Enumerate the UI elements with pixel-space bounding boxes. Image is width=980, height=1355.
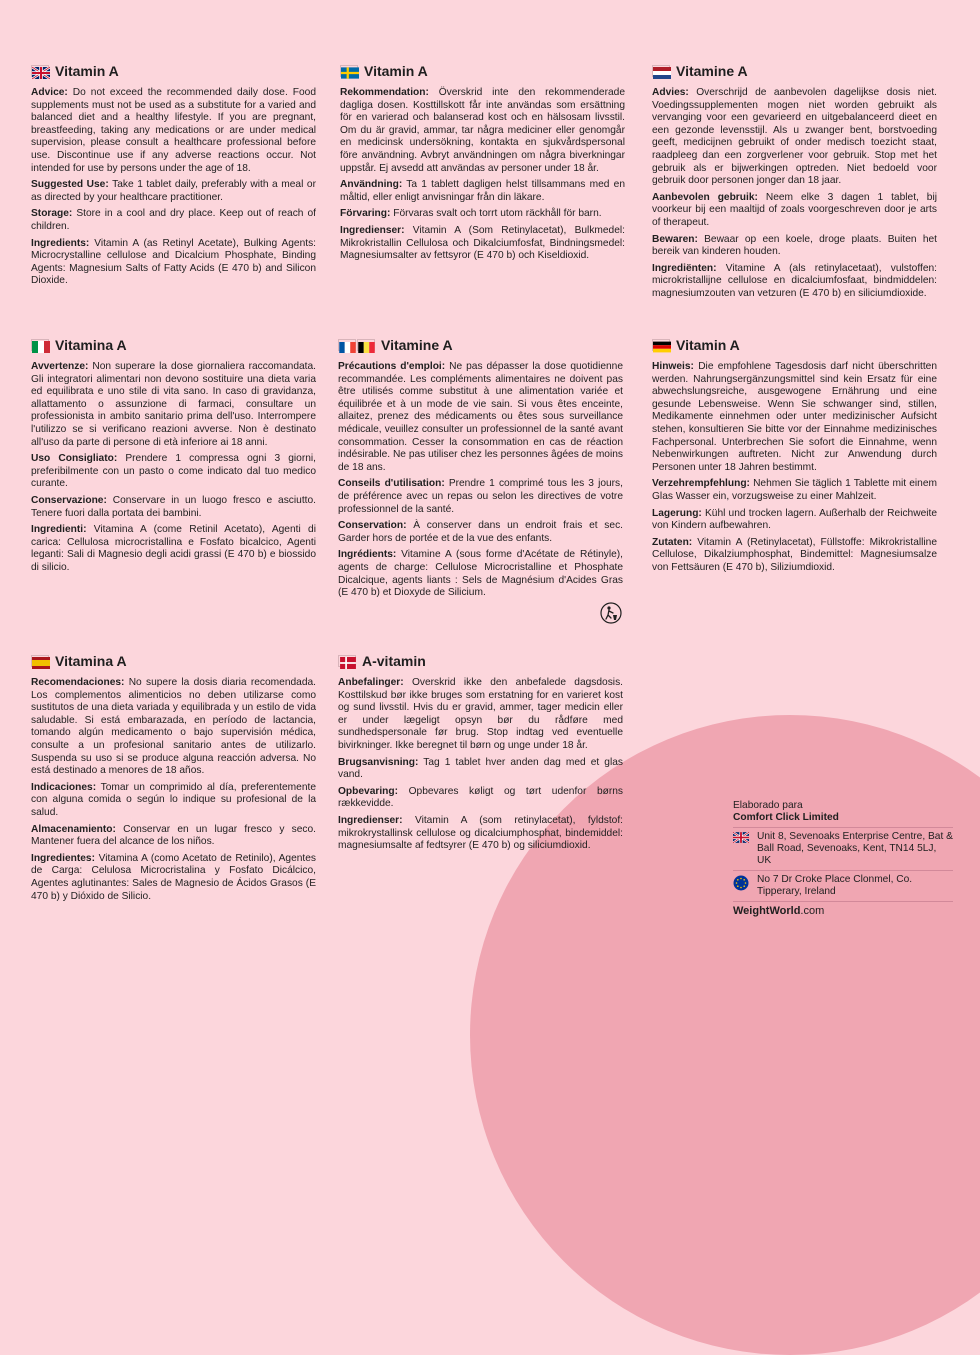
panel-heading bbox=[338, 337, 623, 353]
panel-heading bbox=[338, 653, 623, 669]
paragraph-text: Overschrijd de aanbevolen dagelijkse dosis niet. Voedingssupplementen mogen niet worden gebruikt als vervanging voor een gevarieerd en uitgebalanceerd dieet en een gezonde levensstijl. Als u zwanger bent, borstvoeding geeft, medicijnen gebruikt of onder medisch toezicht staat, raadpleeg dan een zorgverlener voor gebruik. Stop met het gebruik als er bijwerkingen optreden. Niet bedoeld voor gebruik door personen jonger dan 18 jaar. bbox=[652, 87, 937, 187]
paragraph-text: Prendere 1 compressa ogni 3 giorni, preferibilmente con un pasto o come indicato dal tuo medico curante. bbox=[31, 453, 316, 490]
company-info bbox=[733, 800, 953, 917]
panel-title: Vitamina A bbox=[55, 337, 127, 353]
paragraph-text: Take 1 tablet daily, preferably with a meal or as directed by your healthcare practitioner. bbox=[31, 179, 316, 203]
panel-title: Vitamin A bbox=[676, 337, 740, 353]
eu-address-row bbox=[733, 870, 953, 901]
panel-paragraph bbox=[31, 453, 316, 491]
panel-paragraph bbox=[31, 824, 316, 849]
paragraph-label: Brugsanvisning: bbox=[338, 756, 419, 768]
paragraph-text: Vitamin A (Som Retinylacetat), Bulkmedel: Mikrokristallin Cellulosa och Dikalciumfosfat, Bindningsmedel: Magnesiumsalter av fettsyror (E 470 b) och Kiseldioxid. bbox=[340, 224, 625, 262]
paragraph-label: Ingrediënten: bbox=[652, 262, 717, 274]
paragraph-text: Förvaras svalt och torrt utom räckhåll för barn. bbox=[390, 208, 602, 220]
company-name: Comfort Click Limited bbox=[733, 812, 839, 823]
panel-paragraph bbox=[340, 179, 625, 204]
paragraph-text: Vitamine A (sous forme d'Acétate de Rétinyle), agents de charge: Cellulose Microcristalline et Phosphate Dicalcique, agents liants : Sels de Magnésium d'Acides Gras (E 470 b) et Dioxyde de Silicium. bbox=[338, 549, 623, 599]
panel-paragraph bbox=[652, 87, 937, 188]
brand-domain: .com bbox=[800, 905, 825, 917]
panel-heading bbox=[31, 63, 316, 79]
italy-flag-icon bbox=[31, 339, 49, 351]
panel-title: Vitamine A bbox=[676, 63, 748, 79]
paragraph-text: No supere la dosis diaria recomendada. Los complementos alimenticios no deben utilizarse como sustitutos de una dieta variada y equilibrada y un estilo de vida saludable. Si está embarazada, en período de lactancia, tomando algún medicamento o bajo supervisión médica, consulte a un profesional sanitario antes de utilizarlo. Suspenda su uso si se produce alguna reacción adversa. No está destinado a menores de 18 años. bbox=[31, 677, 316, 777]
panel-nl bbox=[652, 63, 937, 305]
paragraph-label: Anbefalinger: bbox=[338, 677, 404, 688]
paragraph-text: Vitamina A (come Retinil Acetato), Agenti di carica: Cellulosa microcristallina e Fosfato bicalcico, Agenti leganti: Sali di Magnesio degli acidi grassi (E 470 b) e biossido di silicio. bbox=[31, 524, 316, 573]
panel-heading bbox=[652, 337, 937, 353]
panel-body bbox=[31, 87, 316, 288]
panel-paragraph bbox=[31, 677, 316, 778]
paragraph-label: Rekommendation: bbox=[340, 87, 429, 98]
paragraph-label: Lagerung: bbox=[652, 507, 702, 519]
panel-paragraph bbox=[31, 782, 316, 820]
panel-title: Vitamin A bbox=[55, 63, 119, 79]
panel-heading bbox=[31, 337, 316, 353]
brand-name: WeightWorld bbox=[733, 905, 801, 917]
paragraph-text: Conservare in un luogo fresco e asciutto. Tenere fuori dalla portata dei bambini. bbox=[31, 494, 316, 519]
eu-address: No 7 Dr Croke Place Clonmel, Co. Tipperary, Ireland bbox=[757, 874, 913, 897]
paragraph-label: Ingrédients: bbox=[338, 549, 397, 561]
paragraph-label: Verzehrempfehlung: bbox=[652, 478, 750, 490]
paragraph-label: Användning: bbox=[340, 179, 403, 191]
paragraph-text: Kühl und trocken lagern. Außerhalb der Reichweite von Kindern aufbewahren. bbox=[652, 507, 937, 532]
paragraph-label: Suggested Use: bbox=[31, 179, 109, 191]
panel-body bbox=[338, 361, 623, 600]
panel-paragraph bbox=[31, 495, 316, 520]
paragraph-label: Opbevaring: bbox=[338, 785, 399, 797]
paragraph-text: Vitamin A (as Retinyl Acetate), Bulking Agents: Microcrystalline cellulose and Dicalcium Phosphate, Binding Agents: Magnesium Salts of Fatty Acids (E 470 b) and Silicon Dioxide. bbox=[31, 237, 316, 287]
panel-paragraph bbox=[652, 234, 937, 259]
panel-title: Vitamine A bbox=[381, 337, 453, 353]
paragraph-label: Uso Consigliato: bbox=[31, 453, 118, 465]
paragraph-label: Storage: bbox=[31, 208, 73, 220]
uk-flag-icon bbox=[733, 832, 751, 847]
netherlands-flag-icon bbox=[652, 65, 670, 77]
paragraph-text: Tag 1 tablet hver anden dag med et glas vand. bbox=[338, 756, 623, 781]
paragraph-label: Ingredienser: bbox=[340, 224, 405, 236]
paragraph-label: Recomendaciones: bbox=[31, 677, 125, 688]
panel-paragraph bbox=[31, 853, 316, 903]
paragraph-text: À conserver dans un endroit frais et sec. Garder hors de portée et de la vue des enfants. bbox=[338, 520, 623, 544]
panel-paragraph bbox=[338, 786, 623, 811]
panel-heading bbox=[340, 63, 625, 79]
panel-title: Vitamin A bbox=[364, 63, 428, 79]
paragraph-text: Neem elke 3 dagen 1 tablet, bij voorkeur bij een maaltijd of zoals voorgeschreven door je arts of therapeut. bbox=[652, 191, 937, 228]
paragraph-text: Opbevares køligt og tørt udenfor børns rækkevidde. bbox=[338, 785, 623, 810]
paragraph-text: Vitamin A (som retinylacetat), fyldstof: mikrokrystallinsk cellulose og dicalciumphosphat, bindemiddel: magnesiumsalte af fedtsyrer (E 470 b) og siliciumdioxid. bbox=[338, 814, 623, 852]
paragraph-label: Ingredientes: bbox=[31, 852, 95, 864]
panel-body bbox=[340, 87, 625, 263]
panel-paragraph bbox=[652, 263, 937, 301]
panel-dk bbox=[338, 653, 623, 857]
paragraph-text: Ta 1 tablett dagligen helst tillsammans med en måltid, eller enligt anvisningar från din läkare. bbox=[340, 179, 625, 203]
panel-paragraph bbox=[338, 549, 623, 599]
paragraph-label: Précautions d'emploi: bbox=[338, 361, 446, 372]
uk-address-row bbox=[733, 827, 953, 870]
paragraph-text: Ne pas dépasser la dose quotidienne recommandée. Les compléments alimentaires ne doivent pas être utilisés comme substitut à une alimentation variée et équilibrée et à un mode de vie sain. Si vous êtes enceinte, allaitez, prenez des médicaments ou êtes sous surveillance médicale, veuillez consulter un professionnel de la santé avant consommation. Cesser la consommation en cas de réaction indésirable. Ne pas utiliser chez les personnes âgées de moins de 18 ans. bbox=[338, 361, 624, 473]
panel-se bbox=[340, 63, 625, 267]
panel-paragraph bbox=[338, 757, 623, 782]
panel-paragraph bbox=[31, 208, 316, 233]
panel-body bbox=[31, 361, 316, 575]
paragraph-text: Vitamine A (als retinylacetaat), vulstoffen: microkristallijne cellulose en dicalciumfosfaat, bindmiddelen: magnesiumzouten van vetzuren (E 470 b) en siliciumdioxide. bbox=[652, 262, 937, 299]
panel-paragraph bbox=[652, 537, 937, 575]
paragraph-label: Zutaten: bbox=[652, 536, 693, 548]
panel-paragraph bbox=[31, 179, 316, 204]
paragraph-label: Ingredienser: bbox=[338, 814, 403, 826]
paragraph-label: Advies: bbox=[652, 87, 689, 98]
spain-flag-icon bbox=[31, 655, 49, 667]
paragraph-text: Overskrid ikke den anbefalede dagsdosis. Kosttilskud bør ikke bruges som erstatning for en varieret kost og sund livsstil. Hvis du er gravid, ammer, tager medicin eller er under lægeligt opsyn bør du rådføre med sundhedspersonale før brug. Stop indtag ved eventuelle bivirkninger. Ikke beregnet til børn og unge under 18 år. bbox=[338, 677, 623, 751]
paragraph-text: Die empfohlene Tagesdosis darf nicht überschritten werden. Nahrungsergänzungsmittel sind kein Ersatz für eine abwechslungsreiche, ausgewogene Ernährung und eine gesunde Lebensweise. Wenn Sie schwanger sind, stillen, Medikamente einnehmen oder unter medizinischer Aufsicht stehen, konsultieren Sie bitte vor der Einnahme medizinisches Fachpersonal. Unterbrechen Sie sofort die Einnahme, wenn Nebenwirkungen auftreten. Nicht zur Anwendung durch Personen unter 18 Jahren bestimmt. bbox=[652, 361, 937, 473]
panel-paragraph bbox=[338, 815, 623, 853]
paragraph-text: Vitamina A (como Acetato de Retinilo), Agentes de Carga: Celulosa Microcristalina y Fosfato Dicálcico, Agentes aglutinantes: Sales de Magnesio de Ácidos Grasos (E 470 b) y Dióxido de Silicio. bbox=[31, 852, 316, 902]
paragraph-label: Advice: bbox=[31, 87, 68, 98]
panel-paragraph bbox=[340, 87, 625, 175]
panel-paragraph bbox=[652, 192, 937, 230]
uk-flag-icon bbox=[31, 65, 49, 77]
paragraph-text: Do not exceed the recommended daily dose. Food supplements must not be used as a substitute for a varied and balanced diet and a healthy lifestyle. If you are pregnant, breastfeeding, taking any medications or are under medical supervision, please consult a healthcare professional before use. Discontinue use if any adverse reactions occur. Not intended for use by persons under the age of 18. bbox=[31, 87, 316, 174]
panel-body bbox=[338, 677, 623, 853]
paragraph-text: Store in a cool and dry place. Keep out of reach of children. bbox=[31, 208, 316, 232]
panel-heading bbox=[31, 653, 316, 669]
eu-flag-icon bbox=[733, 875, 751, 895]
panel-paragraph bbox=[340, 225, 625, 263]
tidyman-recycle-icon bbox=[600, 602, 622, 624]
panel-paragraph bbox=[338, 361, 623, 474]
paragraph-text: Nehmen Sie täglich 1 Tablette mit einem Glas Wasser ein, vorzugsweise zu einer Mahlzeit. bbox=[652, 478, 937, 502]
panel-uk bbox=[31, 63, 316, 292]
panel-paragraph bbox=[338, 520, 623, 545]
panel-paragraph bbox=[340, 208, 625, 221]
paragraph-label: Indicaciones: bbox=[31, 781, 97, 793]
paragraph-label: Ingredients: bbox=[31, 237, 90, 249]
panel-es bbox=[31, 653, 316, 907]
uk-address: Unit 8, Sevenoaks Enterprise Centre, Bat & Ball Road, Sevenoaks, Kent, TN14 5LJ, UK bbox=[757, 831, 953, 866]
paragraph-text: Prendre 1 comprimé tous les 3 jours, de préférence avec un repas ou selon les directives de votre professionnel de la santé. bbox=[338, 478, 623, 515]
paragraph-text: Bewaar op een koele, droge plaats. Buiten het bereik van kinderen houden. bbox=[652, 233, 937, 258]
panel-paragraph bbox=[31, 238, 316, 288]
panel-paragraph bbox=[338, 677, 623, 753]
panel-paragraph bbox=[31, 524, 316, 574]
panel-paragraph bbox=[652, 478, 937, 503]
paragraph-label: Hinweis: bbox=[652, 361, 694, 372]
panel-title: A-vitamin bbox=[362, 653, 426, 669]
panel-fr-be bbox=[338, 337, 623, 604]
paragraph-label: Avvertenze: bbox=[31, 361, 89, 372]
panel-de bbox=[652, 337, 937, 579]
paragraph-label: Förvaring: bbox=[340, 208, 391, 220]
panel-body bbox=[652, 87, 937, 301]
panel-it bbox=[31, 337, 316, 579]
paragraph-label: Conseils d'utilisation: bbox=[338, 478, 445, 490]
france-belgium-flags-icon bbox=[338, 339, 375, 351]
denmark-flag-icon bbox=[338, 655, 356, 667]
sweden-flag-icon bbox=[340, 65, 358, 77]
paragraph-text: Vitamin A (Retinylacetat), Füllstoffe: Mikrokristalline Cellulose, Dikalziumphosphat, Bindemittel: Magnesiumsalze von Fettsäuren (E 470 b), Siliziumdioxid. bbox=[652, 536, 937, 573]
panel-paragraph bbox=[338, 478, 623, 516]
paragraph-text: Conservar en un lugar fresco y seco. Mantener fuera del alcance de los niños. bbox=[31, 823, 316, 848]
paragraph-label: Bewaren: bbox=[652, 233, 698, 245]
panel-body bbox=[31, 677, 316, 903]
panel-title: Vitamina A bbox=[55, 653, 127, 669]
made-for-label: Elaborado para bbox=[733, 800, 803, 811]
germany-flag-icon bbox=[652, 339, 670, 351]
paragraph-label: Almacenamiento: bbox=[31, 823, 116, 835]
panel-heading bbox=[652, 63, 937, 79]
paragraph-label: Conservation: bbox=[338, 520, 407, 532]
panel-paragraph bbox=[652, 508, 937, 533]
brand-url[interactable] bbox=[733, 901, 953, 917]
paragraph-text: Tomar un comprimido al día, preferentemente con alguna comida o según lo indique su profesional de la salud. bbox=[31, 781, 316, 818]
panel-paragraph bbox=[31, 361, 316, 449]
paragraph-label: Ingredienti: bbox=[31, 524, 87, 536]
paragraph-label: Aanbevolen gebruik: bbox=[652, 191, 758, 203]
panel-paragraph bbox=[652, 361, 937, 474]
paragraph-label: Conservazione: bbox=[31, 494, 107, 506]
panel-body bbox=[652, 361, 937, 575]
panel-paragraph bbox=[31, 87, 316, 175]
paragraph-text: Non superare la dose giornaliera raccomandata. Gli integratori alimentari non devono sostituire una dieta varia ed equilibrata e uno stile di vita sano. In caso di gravidanza, allattamento o assunzione di farmaci, consultare un professionista in ambito sanitario prima dell'uso. Interrompere l'utilizzo se si verificano reazioni avverse. Non è destinato all'uso da parte di persone di età inferiore ai 18 anni. bbox=[31, 361, 316, 448]
paragraph-text: Överskrid inte den rekommenderade dagliga dosen. Kosttillskott får inte användas som ersättning för en varierad och balanserad kost och en hälsosam livsstil. Om du är gravid, ammar, tar några mediciner eller genomgår en medicinsk undersökning, kontakta en sjukvårdspersonal före användning. Avbryt användningen om några biverkningar uppstår. Ej avsedd att användas av personer under 18 år. bbox=[340, 87, 625, 174]
